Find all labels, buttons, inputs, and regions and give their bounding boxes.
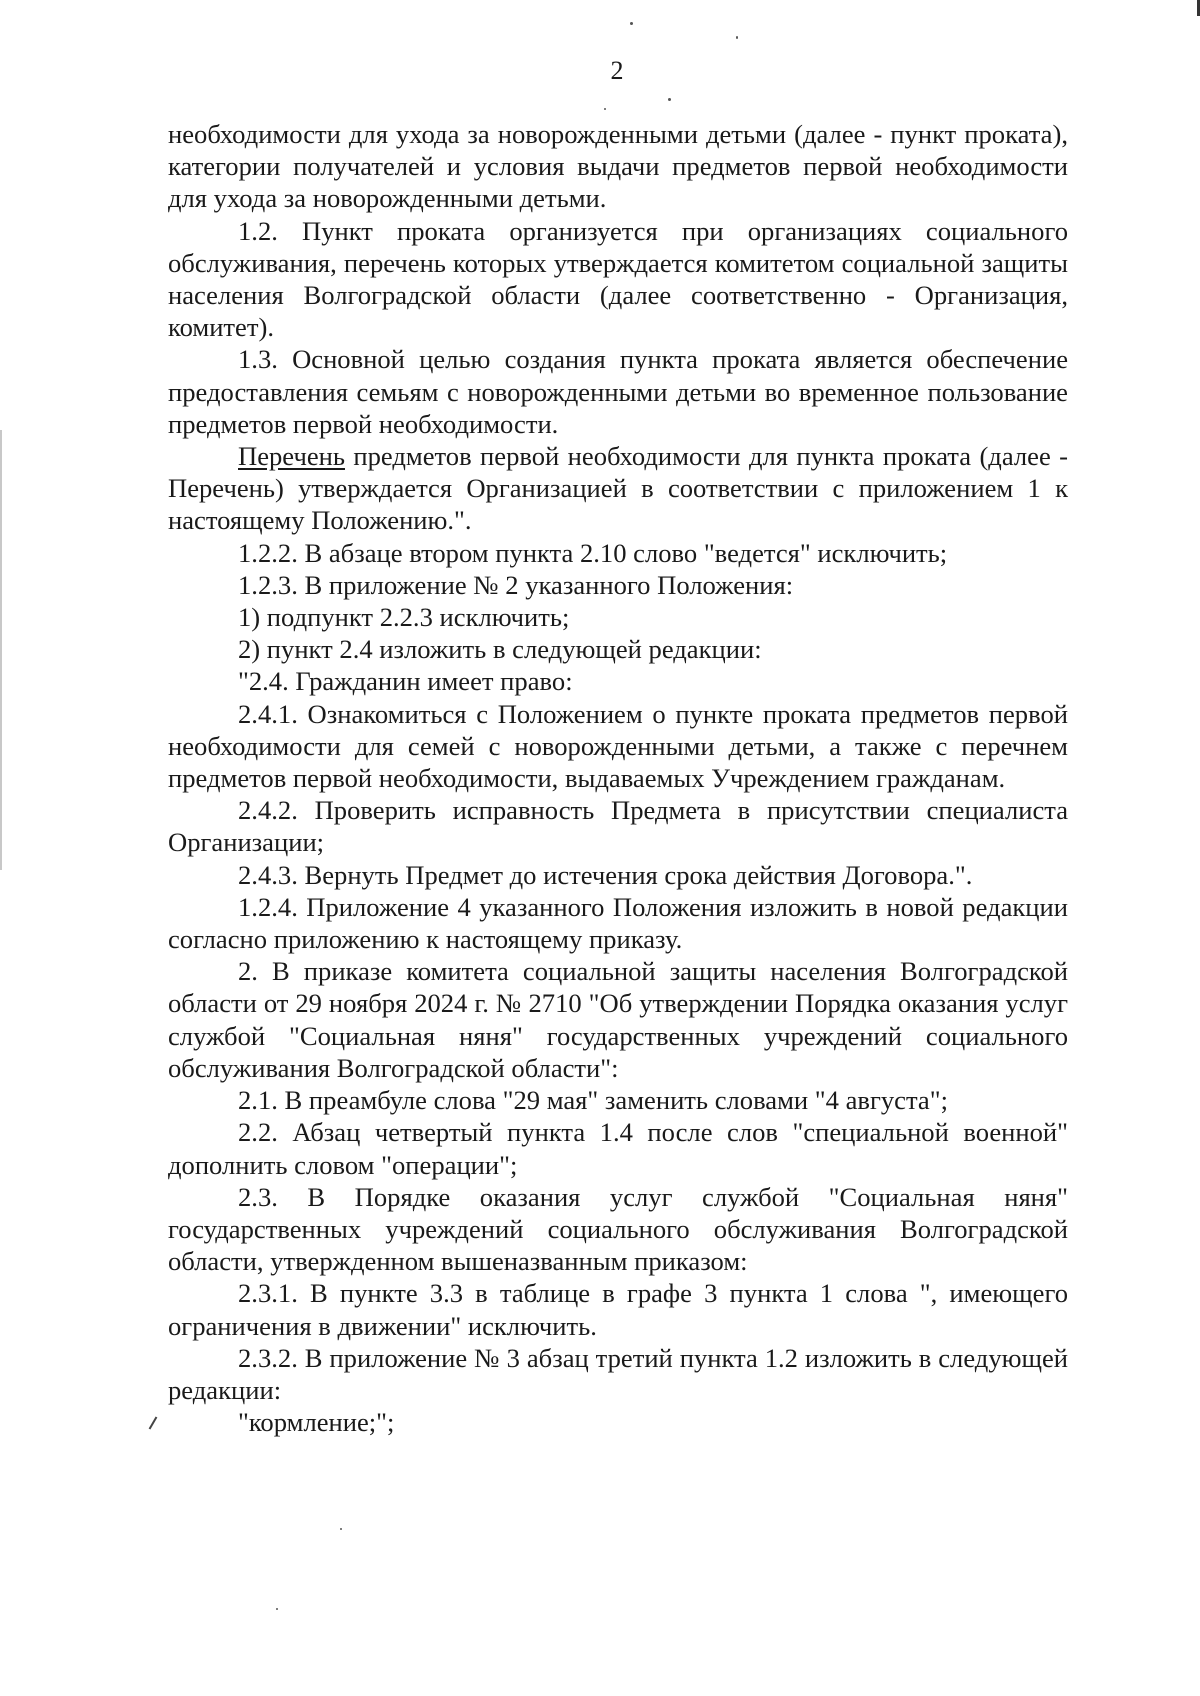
scan-speck — [668, 98, 671, 101]
paragraph — [168, 537, 1068, 569]
paragraph — [168, 440, 1068, 537]
paragraph-text: 2.4.2. Проверить исправность Предмета в присутствии специалиста Организации; — [168, 795, 1068, 858]
paragraph-text: 2. В приказе комитета социальной защиты населения Волгоградской области от 29 ноября 2024 г. № 2710 "Об утверждении Порядка оказания услуг службой "Социальная няня" государственных учреждений социального обслуживания Волгоградской области": — [168, 956, 1068, 1083]
paragraph — [168, 859, 1068, 891]
scan-pen-mark — [149, 1416, 158, 1429]
paragraph — [168, 118, 1068, 215]
paragraph — [168, 633, 1068, 665]
paragraph — [168, 1277, 1068, 1341]
paragraph-text: 2.3.2. В приложение № 3 абзац третий пункта 1.2 изложить в следующей редакции: — [168, 1342, 1068, 1405]
paragraph-text: 1) подпункт 2.2.3 исключить; — [238, 602, 570, 633]
paragraph-text: 2.3. В Порядке оказания услуг службой "Социальная няня" государственных учреждений социального обслуживания Волгоградской области, утвержденном вышеназванным приказом: — [168, 1181, 1068, 1277]
paragraph — [168, 1116, 1068, 1180]
paragraph — [168, 698, 1068, 795]
paragraph-text: 1.2. Пункт проката организуется при организациях социального обслуживания, перечень которых утверждается комитетом социальной защиты населения Волгоградской области (далее соответственно - Организация, комитет). — [168, 215, 1068, 343]
document-body — [168, 118, 1068, 1438]
paragraph-text: 1.2.3. В приложение № 2 указанного Положения: — [238, 569, 794, 600]
paragraph-text: 2.4.1. Ознакомиться с Положением о пункте проката предметов первой необходимости для семей с новорожденными детьми, а также с перечнем предметов первой необходимости, выдаваемых Учреждением гражданам. — [168, 698, 1068, 794]
paragraph — [168, 794, 1068, 858]
paragraph-text: предметов первой необходимости для пункта проката (далее - Перечень) утверждается Организацией в соответствии с приложением 1 к настоящему Положению.". — [168, 441, 1068, 536]
paragraph-text: "2.4. Гражданин имеет право: — [238, 666, 573, 697]
underlined-term: Перечень — [238, 441, 345, 472]
paragraph — [168, 665, 1068, 697]
paragraph — [168, 1406, 1068, 1438]
paragraph-text: 2.1. В преамбуле слова "29 мая" заменить словами "4 августа"; — [238, 1085, 948, 1116]
paragraph-text: 1.2.4. Приложение 4 указанного Положения изложить в новой редакции согласно приложению к настоящему приказу. — [168, 891, 1068, 955]
paragraph — [168, 343, 1068, 440]
scan-speck — [340, 1528, 342, 1530]
paragraph — [168, 569, 1068, 601]
paragraph-text: "кормление;"; — [238, 1407, 395, 1438]
scan-speck — [276, 1608, 278, 1610]
scan-speck — [736, 36, 738, 39]
paragraph — [168, 1181, 1068, 1278]
scan-left-edge-shadow — [0, 430, 2, 870]
paragraph — [168, 215, 1068, 344]
paragraph-text: необходимости для ухода за новорожденными детьми (далее - пункт проката), категории получателей и условия выдачи предметов первой необходимости для ухода за новорожденными детьми. — [168, 119, 1068, 214]
paragraph — [168, 1084, 1068, 1116]
paragraph — [168, 955, 1068, 1084]
paragraph-text: 2.4.3. Вернуть Предмет до истечения срока действия Договора.". — [238, 859, 973, 890]
scan-speck — [604, 108, 606, 110]
paragraph-text: 1.2.2. В абзаце втором пункта 2.10 слово "ведется" исключить; — [238, 537, 948, 568]
paragraph-text: 1.3. Основной целью создания пункта проката является обеспечение предоставления семьям с новорожденными детьми во временное пользование предметов первой необходимости. — [168, 344, 1068, 439]
paragraph-text: 2.2. Абзац четвертый пункта 1.4 после слов "специальной военной" дополнить словом "операции"; — [168, 1117, 1068, 1180]
scan-speck — [630, 22, 633, 25]
page-number: 2 — [610, 56, 624, 85]
paragraph — [168, 1342, 1068, 1406]
paragraph — [168, 891, 1068, 955]
paragraph-text: 2) пункт 2.4 изложить в следующей редакции: — [238, 634, 762, 665]
paragraph — [168, 601, 1068, 633]
paragraph-text: 2.3.1. В пункте 3.3 в таблице в графе 3 пункта 1 слова ", имеющего ограничения в движении" исключить. — [168, 1278, 1068, 1341]
